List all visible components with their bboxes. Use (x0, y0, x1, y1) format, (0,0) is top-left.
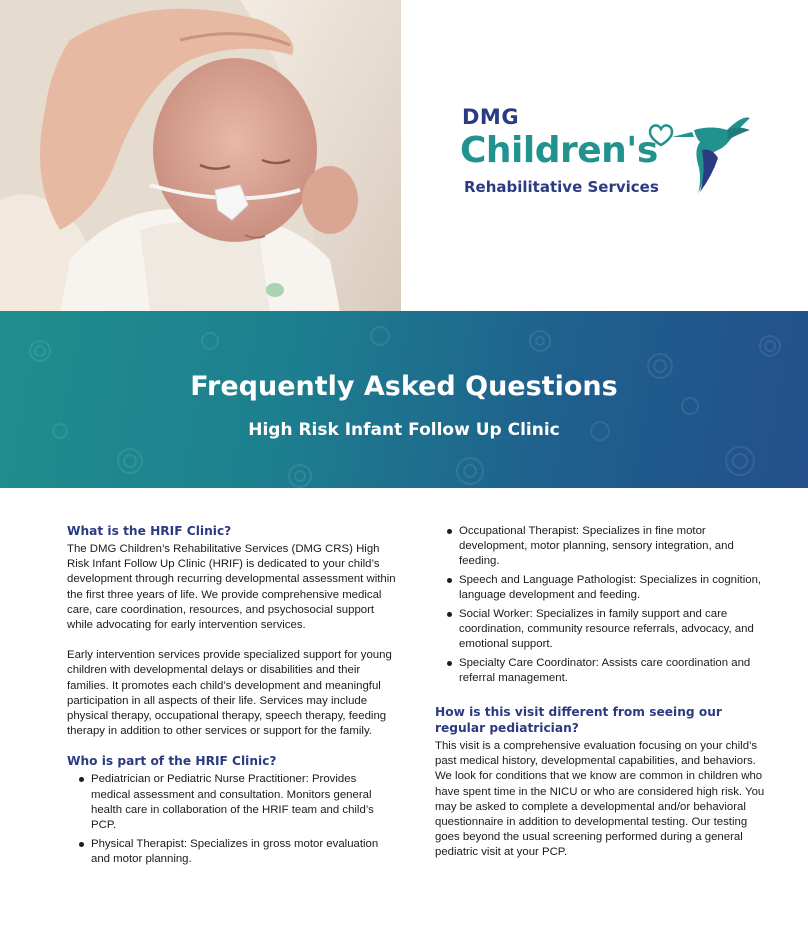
question-who-is-part: Who is part of the HRIF Clinic? (67, 754, 277, 769)
answer-paragraph: Early intervention services provide specialized support for young children with developmental delays or disabilities and their families. It promotes each child’s development and meaningful participation in all aspects of their life. Services may include physical therapy, occupational therapy, speech therapy, feeding therapy in addition to other services or support for the family. (67, 649, 392, 738)
logo-rehab-text: Rehabilitative Services (464, 178, 659, 196)
question-how-different: How is this visit different from seeing our regular pediatrician? (435, 705, 722, 736)
logo-dmg-text: DMG (462, 105, 520, 129)
answer-paragraph: The DMG Children’s Rehabilitative Services (DMG CRS) High Risk Infant Follow Up Clinic (HRIF) is dedicated to your child’s development through recurring developmental assessment within the first three years of life. We provide comprehensive medical care, care coordination, resources, and psychosocial support while advocating for early intervention services. (67, 543, 396, 632)
list-item: Specialty Care Coordinator: Assists care coordination and referral management. (435, 656, 765, 686)
newborn-photo (0, 0, 401, 311)
left-column (67, 523, 397, 871)
question-what-is-hrif: What is the HRIF Clinic? (67, 524, 232, 538)
logo-childrens-text: Children's (460, 130, 658, 171)
dmg-childrens-logo (462, 100, 762, 210)
team-list-continued (435, 524, 765, 687)
list-item: Physical Therapist: Specializes in gross motor evaluation and motor planning. (67, 837, 397, 867)
list-item: Pediatrician or Pediatric Nurse Practitioner: Provides medical assessment and consultation. Monitors general health care in collaboration of the HRIF team and child’s PCP. (67, 772, 397, 833)
page-title: Frequently Asked Questions (190, 371, 618, 402)
hummingbird-heart-icon (632, 110, 752, 210)
faq-banner (0, 311, 808, 488)
list-item: Occupational Therapist: Specializes in fine motor development, motor planning, sensory integration, and feeding. (435, 524, 765, 570)
answer-paragraph: This visit is a comprehensive evaluation focusing on your child’s past medical history, developmental capabilities, and behaviors. We look for conditions that we know are common in children who have spent time in the NICU or who are considered high risk. You may be asked to complete a developmental and/or behavioral questionnaire in addition to developmental testing. Our testing goes beyond the usual screening performed during a general pediatric visit at your PCP. (435, 740, 765, 859)
list-item: Speech and Language Pathologist: Specializes in cognition, language development and feeding. (435, 573, 765, 603)
team-list (67, 772, 397, 867)
list-item: Social Worker: Specializes in family support and care coordination, community resource referrals, advocacy, and emotional support. (435, 607, 765, 653)
right-column (435, 524, 765, 861)
page-subtitle: High Risk Infant Follow Up Clinic (248, 420, 560, 440)
